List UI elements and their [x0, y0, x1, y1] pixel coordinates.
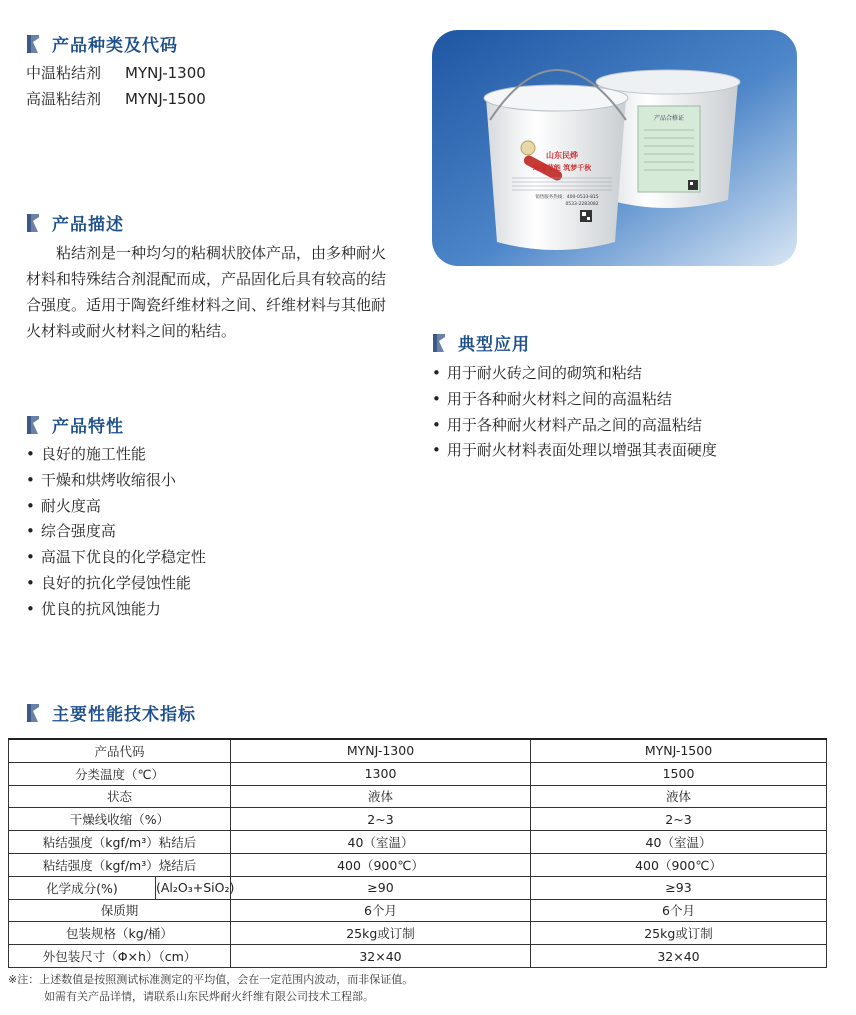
product-type-name: 中温粘结剂 [26, 64, 102, 82]
back-label-title: 产品合格证 [653, 115, 685, 122]
section-title: 产品描述 [52, 215, 124, 235]
cell-value: 40（室温） [531, 831, 827, 854]
table-header-cell: 产品代码 [9, 739, 231, 762]
description-text: 粘结剂是一种均匀的粘稠状胶体产品，由多种耐火材料和特殊结合剂混配而成，产品固化后具有较高的结合强度。适用于陶瓷纤维材料之间、纤维材料与其他耐火材料或耐火材料之间的粘结。 [26, 244, 387, 340]
section-marker-icon [26, 214, 40, 232]
cell-value: 6个月 [231, 899, 531, 922]
table-header-cell: MYNJ-1500 [531, 739, 827, 762]
list-item: • 综合强度高 [26, 519, 206, 545]
bucket-brand: 山东民烨 [546, 151, 578, 160]
cell-value: 液体 [231, 785, 531, 808]
row-label: 包装规格（kg/桶） [9, 922, 231, 945]
row-label: 保质期 [9, 899, 231, 922]
cell-value: 2~3 [231, 808, 531, 831]
row-label: 状态 [9, 785, 231, 808]
applications-list [432, 361, 717, 464]
contact-note: 如需有关产品详情，请联系山东民烨耐火纤维有限公司技术工程部。 [44, 990, 374, 1003]
specs-table [8, 738, 827, 968]
cell-value: ≥90 [231, 876, 531, 899]
list-item: • 良好的抗化学侵蚀性能 [26, 571, 206, 597]
bucket-illustration [432, 30, 797, 266]
section-title: 主要性能技术指标 [52, 705, 196, 725]
section-title: 产品种类及代码 [52, 36, 178, 56]
section-title: 产品特性 [52, 417, 124, 437]
table-row [9, 876, 827, 899]
list-item: • 用于耐火材料表面处理以增强其表面硬度 [432, 438, 717, 464]
cell-value: 32×40 [531, 945, 827, 968]
product-type-row [26, 62, 206, 83]
table-row [9, 899, 827, 922]
section-heading-description [26, 210, 124, 235]
product-type-name: 高温粘结剂 [26, 90, 102, 108]
row-label-sub: (Al₂O₃+SiO₂) [156, 880, 235, 896]
section-heading-specs [26, 700, 196, 725]
row-label: 干燥线收缩（%） [9, 808, 231, 831]
cell-value: 6个月 [531, 899, 827, 922]
cell-value: 400（900℃） [531, 853, 827, 876]
section-heading-types [26, 31, 178, 56]
list-item: • 用于各种耐火材料之间的高温粘结 [432, 387, 717, 413]
footnote: ※注：上述数值是按照测试标准测定的平均值，会在一定范围内波动，而非保证值。 [8, 973, 414, 986]
features-list [26, 442, 206, 623]
bucket-phone: 销售服务热线：400-0533-815 [535, 195, 599, 200]
list-item: • 用于各种耐火材料产品之间的高温粘结 [432, 413, 717, 439]
section-title: 典型应用 [458, 335, 530, 355]
cell-value: 32×40 [231, 945, 531, 968]
cell-value: 1500 [531, 762, 827, 785]
list-item: • 良好的施工性能 [26, 442, 206, 468]
cell-value: 2~3 [531, 808, 827, 831]
section-marker-icon [432, 334, 446, 352]
row-label: 化学成分(%) [9, 877, 156, 899]
table-row [9, 762, 827, 785]
cell-value: 25kg或订制 [231, 922, 531, 945]
section-heading-features [26, 412, 124, 437]
table-row [9, 945, 827, 968]
row-label: 外包装尺寸（Φ×h）（cm） [9, 945, 231, 968]
bucket-slogan: 环保节能 筑梦千秋 [532, 164, 592, 172]
table-row [9, 922, 827, 945]
cell-value: ≥93 [531, 876, 827, 899]
table-header-cell: MYNJ-1300 [231, 739, 531, 762]
cell-value: 25kg或订制 [531, 922, 827, 945]
table-row [9, 785, 827, 808]
product-photo [432, 30, 797, 266]
section-marker-icon [26, 704, 40, 722]
cell-value: 1300 [231, 762, 531, 785]
table-row [9, 831, 827, 854]
section-marker-icon [26, 416, 40, 434]
product-type-code: MYNJ-1300 [125, 64, 206, 82]
cell-value: 400（900℃） [231, 853, 531, 876]
list-item: • 干燥和烘烤收缩很小 [26, 468, 206, 494]
section-marker-icon [26, 35, 40, 53]
table-header-row [9, 739, 827, 762]
bucket-phone-2: 0533-2283082 [565, 202, 599, 207]
row-label-split [9, 876, 235, 899]
row-label: 粘结强度（kgf/m³）烧结后 [9, 853, 231, 876]
list-item: • 优良的抗风蚀能力 [26, 597, 206, 623]
product-type-row [26, 88, 206, 109]
list-item: • 耐火度高 [26, 494, 206, 520]
table-row [9, 853, 827, 876]
cell-value: 液体 [531, 785, 827, 808]
cell-value: 40（室温） [231, 831, 531, 854]
row-label: 粘结强度（kgf/m³）粘结后 [9, 831, 231, 854]
list-item: • 用于耐火砖之间的砌筑和粘结 [432, 361, 717, 387]
product-type-code: MYNJ-1500 [125, 90, 206, 108]
list-item: • 高温下优良的化学稳定性 [26, 545, 206, 571]
row-label: 分类温度（℃） [9, 762, 231, 785]
table-row [9, 808, 827, 831]
section-heading-applications [432, 330, 530, 355]
